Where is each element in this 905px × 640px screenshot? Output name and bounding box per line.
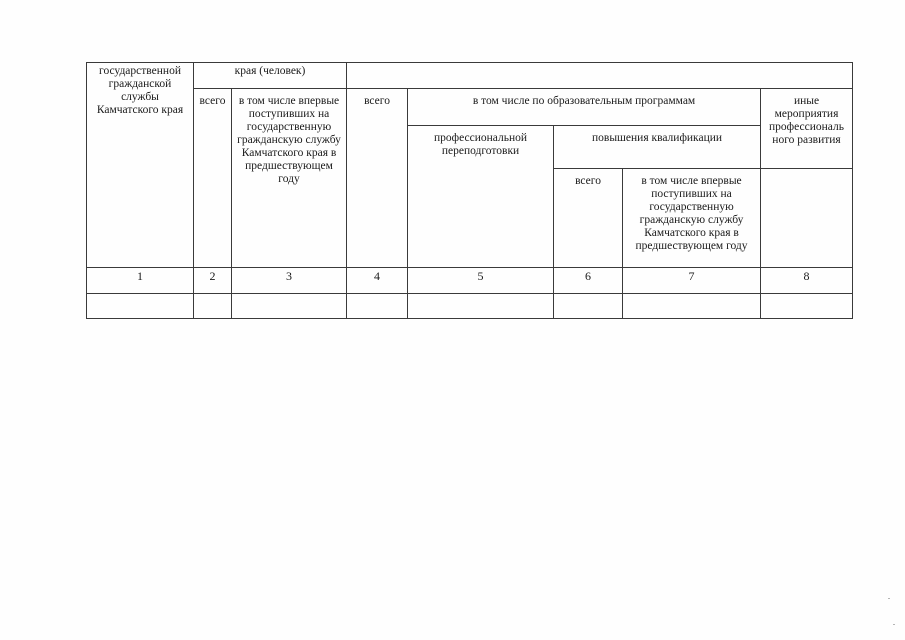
col7-header-text: в том числе впервые поступивших на государственную гражданскую службу Камчатского края в предшествующем году [635,175,748,252]
column-number-3: 3 [232,268,347,294]
col8-header-cell [761,89,853,169]
header-group1-text: края (человек) [234,65,306,77]
column-number-5: 5 [408,268,554,294]
data-cell [194,294,232,319]
col7-header-cell [623,169,761,268]
data-cell [554,294,623,319]
col4-header-cell [347,89,408,268]
column-number-1: 1 [87,268,194,294]
scan-speck [888,598,890,599]
programs-group-cell [408,89,761,126]
col8-blank-cell [761,169,853,268]
data-cell [347,294,408,319]
col3-header-text: в том числе впервые поступивших на государственную гражданскую службу Камчатского края в предшествующем году [237,95,341,185]
qualification-group-cell [554,126,761,169]
column-number-7: 7 [623,268,761,294]
data-cell [623,294,761,319]
scan-speck [893,624,895,625]
col2-header-text: всего [199,95,226,107]
header-group2-cell [347,63,853,89]
column-number-row [87,268,853,294]
header-row-2 [87,89,853,126]
column-number-6: 6 [554,268,623,294]
programs-group-text: в том числе по образовательным программам [472,95,696,107]
statistics-form-table [86,62,853,319]
data-cell [232,294,347,319]
header-col1-cell [87,63,194,268]
col3-header-cell [232,89,347,268]
column-number-4: 4 [347,268,408,294]
column-number-2: 2 [194,268,232,294]
data-cell [408,294,554,319]
col6-header-cell [554,169,623,268]
data-cell [761,294,853,319]
col8-header-text: иные мероприятия профессиональ ного развития [769,95,844,146]
col2-header-cell [194,89,232,268]
col4-header-text: всего [364,95,390,107]
col5-header-text: профессиональной переподготовки [434,132,528,157]
header-row-1 [87,63,853,89]
empty-data-row [87,294,853,319]
col6-header-text: всего [575,175,601,187]
data-cell [87,294,194,319]
column-number-8: 8 [761,268,853,294]
header-group1-cell [194,63,347,89]
header-col1-text: государственной гражданской службы Камчатского края [96,65,184,116]
col5-header-cell [408,126,554,268]
qualification-group-text: повышения квалификации [591,132,723,144]
